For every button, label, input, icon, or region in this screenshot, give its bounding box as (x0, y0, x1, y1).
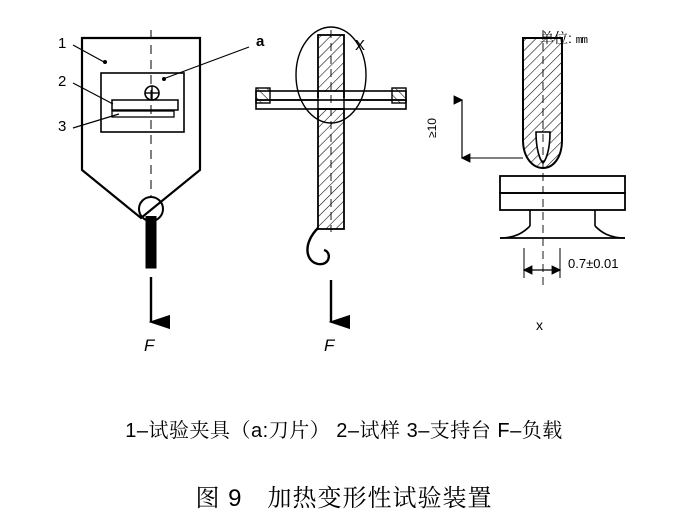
detail-label-x-bottom: x (536, 317, 543, 333)
leader-3 (73, 114, 119, 128)
detail-label-x-top: X (355, 37, 366, 54)
figure-title: 图 9 加热变形性试验装置 (195, 485, 493, 512)
callout-3: 3 (58, 118, 67, 135)
load-hook (307, 228, 328, 264)
plate-end-cap-right (392, 88, 406, 103)
right-view-detail-x (425, 30, 625, 333)
leader-2 (73, 83, 113, 104)
leader-a (163, 47, 249, 79)
middle-view-side-section (256, 27, 406, 355)
leader-1 (73, 45, 104, 62)
detail-plate-upper (500, 176, 625, 193)
force-label-middle: F (324, 336, 335, 355)
leader-a-dot (162, 77, 166, 81)
clamp-window (101, 73, 184, 132)
dimension-gap-label: 0.7±0.01 (568, 256, 619, 271)
unit-note-label: 单位: (540, 30, 572, 46)
force-label-left: F (144, 336, 155, 355)
figure-legend: 1–试验夹具（a:刀片） 2–试样 3–支持台 F–负载 (125, 420, 563, 442)
callout-1: 1 (58, 35, 67, 52)
specimen-strip (112, 100, 178, 110)
unit-note-value: mm (575, 35, 587, 47)
plate-end-cap-left (256, 88, 270, 103)
load-rod (146, 216, 156, 268)
detail-support-curve-left (500, 226, 530, 238)
dimension-height-label: ≥10 (425, 118, 439, 138)
callout-blade-a: a (256, 33, 265, 50)
detail-support-curve-right (595, 226, 625, 238)
left-view-front-clamp (58, 30, 265, 355)
detail-plate-lower (500, 193, 625, 210)
clamp-body-outline (82, 38, 200, 218)
support-bar (112, 111, 174, 117)
leader-1-dot (103, 60, 107, 64)
callout-2: 2 (58, 73, 67, 90)
unit-note (540, 28, 587, 48)
